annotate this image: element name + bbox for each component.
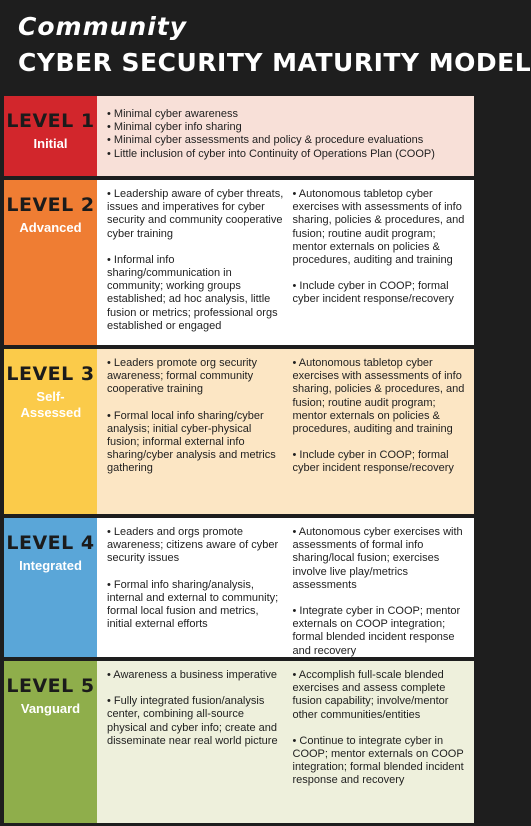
level-3-name: LEVEL 3 [6, 363, 95, 385]
level-3-panel [97, 349, 474, 514]
level-2-left-column [107, 188, 287, 346]
level-5-right-bullet-2: • Continue to integrate cyber in COOP; mentor externals on COOP integration; formal blended incident response and recovery [292, 734, 464, 787]
level-2-right-bullet-1: • Autonomous tabletop cyber exercises with assessments of info sharing, policies & procedures, and fusion; routine audit program; mentor externals on policies & procedures, auditing and training [292, 188, 465, 267]
level-4-row [4, 518, 474, 657]
level-5-left-bullet-1: • Awareness a business imperative [107, 669, 277, 681]
level-4-panel [97, 518, 474, 657]
level-2-right-bullet-2: • Include cyber in COOP; formal cyber incident response/recovery [292, 280, 454, 306]
level-3-right-bullet-1: • Autonomous tabletop cyber exercises with assessments of info sharing, policies & procedures, and fusion; routine audit program; mentor externals on policies & procedures, auditing and training [292, 357, 465, 436]
header [0, 0, 531, 92]
level-3-right-bullet-2: • Include cyber in COOP; formal cyber incident response/recovery [292, 449, 454, 475]
level-2-subtitle: Advanced [19, 220, 82, 235]
level-4-right-bullet-1: • Autonomous cyber exercises with assessments of formal info sharing/local fusion; exercises involve live play/metrics assessments [292, 526, 463, 591]
level-3-right-column [287, 357, 467, 489]
level-3-left-bullet-1: • Leaders promote org security awareness; formal community cooperative training [107, 357, 257, 396]
level-2-tab [4, 180, 97, 345]
level-1-tab [4, 96, 97, 176]
level-5-name: LEVEL 5 [6, 675, 95, 697]
header-title: CYBER SECURITY MATURITY MODEL [18, 48, 531, 77]
level-2-left-bullet-1: • Leadership aware of cyber threats, issues and imperatives for cyber security and community cooperative cyber training [107, 188, 284, 240]
level-2-row [4, 180, 474, 345]
level-5-tab [4, 661, 97, 823]
level-3-left-column [107, 357, 287, 489]
level-3-row [4, 349, 474, 514]
level-2-name: LEVEL 2 [6, 194, 95, 216]
level-4-left-bullet-2: • Formal info sharing/analysis, internal and external to community; formal local fusion and metrics, initial external efforts [107, 578, 279, 631]
level-5-subtitle: Vanguard [20, 701, 81, 716]
level-3-subtitle: Self-Assessed [20, 389, 82, 420]
level-1-name: LEVEL 1 [6, 110, 95, 132]
level-2-left-bullet-2: • Informal info sharing/communication in community; working groups established; ad hoc analysis, little fusion or metrics; professional orgs established or engaged [107, 253, 278, 332]
level-5-panel [97, 661, 474, 823]
level-1-bullet-3: • Minimal cyber assessments and policy & procedure evaluations [107, 134, 424, 147]
level-5-right-column [287, 669, 467, 801]
level-3-left-bullet-2: • Formal local info sharing/cyber analysis; initial cyber-physical fusion; informal external info sharing/cyber analysis and metrics gathering [107, 409, 276, 475]
level-4-right-bullet-2: • Integrate cyber in COOP; mentor externals on COOP integration; formal blended incident response and recovery [292, 605, 461, 657]
level-2-right-column [287, 188, 467, 346]
level-1-subtitle: Initial [33, 136, 68, 151]
level-1-panel [97, 96, 474, 176]
level-5-row [4, 661, 474, 823]
level-1-bullet-4: • Little inclusion of cyber into Continuity of Operations Plan (COOP) [107, 147, 435, 160]
header-community: Community [18, 12, 188, 41]
level-4-left-bullet-1: • Leaders and orgs promote awareness; citizens aware of cyber security issues [107, 526, 279, 565]
level-1-row [4, 96, 474, 176]
level-5-right-bullet-1: • Accomplish full-scale blended exercises and assess complete fusion capability; involve/mentor other communities/entities [292, 669, 449, 721]
level-4-name: LEVEL 4 [6, 532, 95, 554]
level-4-subtitle: Integrated [19, 558, 82, 573]
level-5-left-bullet-2: • Fully integrated fusion/analysis center, combining all-source physical and cyber info; create and disseminate near real world picture [107, 695, 278, 747]
level-1-bullet-1: • Minimal cyber awareness [107, 108, 239, 120]
level-4-tab [4, 518, 97, 657]
level-1-bullet-2: • Minimal cyber info sharing [107, 121, 242, 134]
level-3-tab [4, 349, 97, 514]
level-5-left-column [107, 669, 287, 801]
level-2-panel [97, 180, 474, 345]
level-4-right-column [287, 526, 467, 671]
level-4-left-column [107, 526, 287, 671]
